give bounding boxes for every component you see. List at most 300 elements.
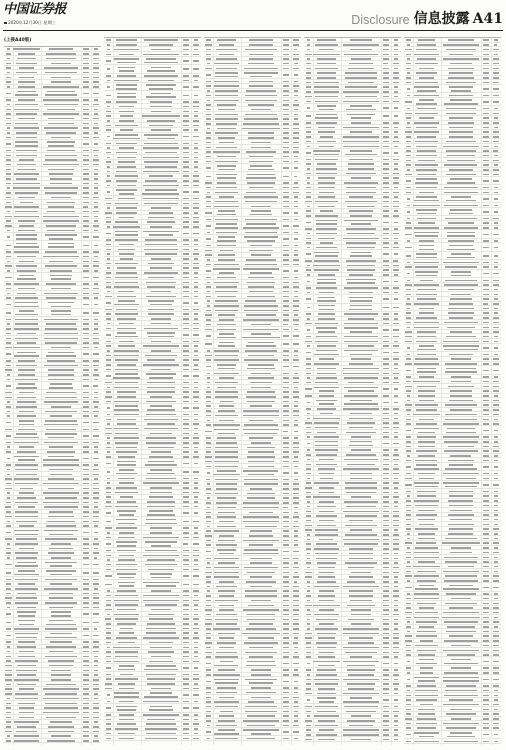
illegible-text bbox=[94, 187, 99, 189]
illegible-text bbox=[13, 48, 39, 50]
illegible-text bbox=[493, 528, 498, 530]
illegible-text bbox=[44, 333, 77, 335]
table-row bbox=[4, 350, 101, 358]
illegible-text bbox=[219, 142, 234, 144]
illegible-text bbox=[145, 244, 176, 246]
illegible-text bbox=[115, 678, 137, 680]
illegible-text bbox=[393, 141, 400, 143]
illegible-text bbox=[383, 341, 389, 343]
illegible-text bbox=[107, 258, 111, 260]
illegible-text bbox=[283, 652, 289, 654]
illegible-text bbox=[106, 302, 111, 304]
illegible-text bbox=[406, 289, 411, 291]
illegible-text bbox=[393, 647, 398, 649]
illegible-text bbox=[93, 607, 99, 609]
illegible-text bbox=[451, 376, 470, 378]
illegible-text bbox=[306, 127, 310, 129]
illegible-text bbox=[306, 688, 310, 690]
illegible-text bbox=[15, 693, 38, 695]
illegible-text bbox=[283, 656, 289, 658]
illegible-text bbox=[294, 738, 297, 740]
illegible-text bbox=[417, 436, 436, 438]
illegible-text bbox=[416, 49, 436, 51]
illegible-text bbox=[44, 424, 79, 426]
illegible-text bbox=[345, 515, 378, 517]
illegible-text bbox=[293, 451, 300, 453]
illegible-text bbox=[294, 81, 299, 83]
illegible-text bbox=[349, 595, 373, 597]
illegible-text bbox=[194, 277, 199, 279]
illegible-text bbox=[349, 637, 372, 639]
illegible-text bbox=[207, 497, 210, 499]
illegible-text bbox=[417, 571, 436, 573]
illegible-text bbox=[194, 80, 197, 82]
illegible-text bbox=[283, 567, 289, 569]
illegible-text bbox=[283, 720, 288, 722]
illegible-text bbox=[293, 461, 299, 463]
illegible-text bbox=[294, 176, 297, 178]
illegible-text bbox=[294, 196, 299, 198]
illegible-text bbox=[107, 267, 111, 269]
illegible-text bbox=[293, 558, 299, 560]
illegible-text bbox=[344, 395, 377, 397]
illegible-text bbox=[245, 201, 277, 203]
illegible-text bbox=[207, 259, 210, 261]
illegible-text bbox=[416, 209, 436, 211]
illegible-text bbox=[348, 163, 373, 165]
illegible-text bbox=[45, 234, 78, 236]
illegible-text bbox=[120, 129, 134, 131]
illegible-text bbox=[294, 206, 298, 208]
illegible-text bbox=[47, 150, 75, 152]
illegible-text bbox=[317, 408, 336, 410]
illegible-text bbox=[307, 609, 310, 611]
illegible-text bbox=[45, 656, 77, 658]
illegible-text bbox=[318, 238, 335, 240]
illegible-text bbox=[44, 588, 78, 590]
illegible-text bbox=[293, 415, 299, 417]
illegible-text bbox=[218, 540, 236, 542]
illegible-text bbox=[383, 642, 388, 644]
illegible-text bbox=[283, 692, 290, 694]
illegible-text bbox=[293, 605, 299, 607]
illegible-text bbox=[193, 54, 198, 56]
illegible-text bbox=[207, 377, 210, 379]
illegible-text bbox=[394, 115, 398, 117]
illegible-text bbox=[283, 128, 288, 130]
illegible-text bbox=[149, 642, 172, 644]
illegible-text bbox=[248, 63, 275, 65]
illegible-text bbox=[351, 572, 371, 574]
illegible-text bbox=[7, 379, 10, 381]
illegible-text bbox=[94, 245, 99, 247]
illegible-text bbox=[243, 470, 278, 472]
illegible-text bbox=[493, 331, 498, 333]
illegible-text bbox=[50, 415, 72, 417]
illegible-text bbox=[493, 704, 499, 706]
illegible-text bbox=[83, 187, 88, 189]
illegible-text bbox=[283, 600, 289, 602]
illegible-text bbox=[193, 688, 200, 690]
illegible-text bbox=[219, 196, 234, 198]
illegible-text bbox=[83, 516, 88, 518]
illegible-text bbox=[7, 607, 11, 609]
illegible-text bbox=[45, 342, 77, 344]
illegible-text bbox=[116, 39, 138, 41]
illegible-text bbox=[151, 590, 172, 592]
illegible-text bbox=[319, 539, 333, 541]
illegible-text bbox=[147, 559, 175, 561]
illegible-text bbox=[183, 318, 189, 320]
illegible-text bbox=[450, 390, 472, 392]
illegible-text bbox=[48, 145, 74, 147]
illegible-text bbox=[448, 240, 475, 242]
illegible-text bbox=[483, 587, 489, 589]
illegible-text bbox=[405, 478, 411, 480]
illegible-text bbox=[83, 717, 89, 719]
illegible-text bbox=[393, 269, 399, 271]
illegible-text bbox=[383, 543, 390, 545]
illegible-text bbox=[94, 532, 97, 534]
illegible-text bbox=[348, 82, 374, 84]
illegible-text bbox=[183, 111, 189, 113]
illegible-text bbox=[494, 626, 497, 628]
table-row bbox=[4, 529, 101, 537]
illegible-text bbox=[416, 341, 437, 343]
illegible-text bbox=[217, 39, 237, 41]
illegible-text bbox=[194, 286, 199, 288]
illegible-text bbox=[115, 221, 139, 223]
illegible-text bbox=[416, 253, 438, 255]
table-row bbox=[404, 195, 501, 203]
illegible-text bbox=[283, 488, 288, 490]
illegible-text bbox=[93, 684, 100, 686]
illegible-text bbox=[383, 127, 390, 129]
illegible-text bbox=[143, 157, 179, 159]
illegible-text bbox=[314, 252, 339, 254]
illegible-text bbox=[306, 173, 311, 175]
illegible-text bbox=[183, 628, 188, 630]
illegible-text bbox=[317, 693, 337, 695]
illegible-text bbox=[444, 580, 477, 582]
illegible-text bbox=[83, 703, 89, 705]
illegible-text bbox=[147, 120, 176, 122]
illegible-text bbox=[245, 219, 277, 221]
illegible-text bbox=[407, 400, 410, 402]
illegible-text bbox=[151, 93, 171, 95]
illegible-text bbox=[346, 228, 375, 230]
illegible-text bbox=[106, 328, 111, 330]
illegible-text bbox=[383, 614, 389, 616]
illegible-text bbox=[247, 572, 275, 574]
illegible-text bbox=[394, 96, 398, 98]
illegible-text bbox=[383, 247, 389, 249]
illegible-text bbox=[250, 245, 271, 247]
illegible-text bbox=[106, 550, 111, 552]
illegible-text bbox=[205, 355, 211, 357]
illegible-text bbox=[483, 491, 489, 493]
illegible-text bbox=[407, 631, 410, 633]
illegible-text bbox=[293, 192, 299, 194]
illegible-text bbox=[294, 540, 299, 542]
illegible-text bbox=[83, 127, 89, 129]
illegible-text bbox=[406, 505, 410, 507]
illegible-text bbox=[183, 407, 189, 409]
illegible-text bbox=[406, 376, 411, 378]
illegible-text bbox=[448, 308, 474, 310]
illegible-text bbox=[217, 364, 237, 366]
illegible-text bbox=[119, 555, 135, 557]
illegible-text bbox=[117, 185, 136, 187]
illegible-text bbox=[6, 525, 11, 527]
illegible-text bbox=[106, 600, 112, 602]
illegible-text bbox=[383, 459, 389, 461]
illegible-text bbox=[20, 488, 34, 490]
illegible-text bbox=[393, 543, 399, 545]
illegible-text bbox=[283, 502, 289, 504]
illegible-text bbox=[144, 62, 179, 64]
illegible-text bbox=[483, 180, 488, 182]
illegible-text bbox=[393, 287, 398, 289]
illegible-text bbox=[347, 720, 376, 722]
illegible-text bbox=[451, 275, 471, 277]
illegible-text bbox=[107, 191, 111, 193]
illegible-text bbox=[494, 255, 499, 257]
illegible-text bbox=[106, 674, 110, 676]
illegible-text bbox=[443, 612, 479, 614]
illegible-text bbox=[283, 576, 290, 578]
illegible-text bbox=[94, 538, 99, 540]
illegible-text bbox=[194, 152, 198, 154]
illegible-text bbox=[305, 739, 311, 741]
illegible-text bbox=[443, 482, 479, 484]
illegible-text bbox=[107, 253, 110, 255]
illegible-text bbox=[350, 478, 372, 480]
illegible-text bbox=[493, 631, 498, 633]
illegible-text bbox=[483, 303, 488, 305]
illegible-text bbox=[83, 137, 89, 139]
illegible-text bbox=[283, 461, 289, 463]
illegible-text bbox=[419, 626, 433, 628]
illegible-text bbox=[406, 222, 411, 224]
illegible-text bbox=[45, 192, 77, 194]
illegible-text bbox=[194, 595, 197, 597]
illegible-text bbox=[19, 688, 34, 690]
illegible-text bbox=[94, 693, 99, 695]
illegible-text bbox=[483, 88, 489, 90]
illegible-text bbox=[217, 245, 235, 247]
illegible-text bbox=[94, 319, 98, 321]
illegible-text bbox=[493, 322, 500, 324]
illegible-text bbox=[315, 215, 339, 217]
illegible-text bbox=[393, 567, 399, 569]
illegible-text bbox=[194, 501, 197, 503]
illegible-text bbox=[345, 562, 377, 564]
illegible-text bbox=[183, 125, 189, 127]
illegible-text bbox=[394, 281, 398, 283]
illegible-text bbox=[314, 436, 340, 438]
illegible-text bbox=[394, 553, 398, 555]
illegible-text bbox=[15, 469, 38, 471]
illegible-text bbox=[383, 358, 390, 360]
illegible-text bbox=[283, 628, 289, 630]
illegible-text bbox=[183, 277, 189, 279]
illegible-text bbox=[144, 143, 177, 145]
illegible-text bbox=[107, 49, 110, 51]
illegible-text bbox=[383, 558, 388, 560]
illegible-text bbox=[416, 723, 437, 725]
illegible-text bbox=[394, 669, 399, 671]
issue-date: 2020年12月30日 星期三 bbox=[8, 20, 56, 25]
illegible-text bbox=[483, 557, 489, 559]
illegible-text bbox=[105, 618, 111, 620]
illegible-text bbox=[394, 388, 398, 390]
illegible-text bbox=[7, 497, 10, 499]
illegible-text bbox=[116, 447, 136, 449]
illegible-text bbox=[244, 310, 277, 312]
illegible-text bbox=[406, 127, 411, 129]
illegible-text bbox=[5, 731, 11, 733]
illegible-text bbox=[106, 101, 110, 103]
illegible-text bbox=[93, 293, 99, 295]
illegible-text bbox=[44, 338, 78, 340]
illegible-text bbox=[394, 49, 397, 51]
illegible-text bbox=[5, 478, 11, 480]
illegible-text bbox=[315, 529, 337, 531]
illegible-text bbox=[106, 95, 111, 97]
table-row bbox=[304, 250, 401, 258]
illegible-text bbox=[206, 516, 211, 518]
illegible-text bbox=[313, 418, 339, 420]
illegible-text bbox=[6, 712, 10, 714]
illegible-text bbox=[417, 136, 437, 138]
illegible-text bbox=[216, 286, 237, 288]
illegible-text bbox=[344, 287, 377, 289]
illegible-text bbox=[193, 590, 200, 592]
illegible-text bbox=[418, 432, 436, 434]
illegible-text bbox=[183, 136, 190, 138]
illegible-text bbox=[283, 507, 288, 509]
illegible-text bbox=[494, 347, 498, 349]
illegible-text bbox=[351, 623, 372, 625]
illegible-text bbox=[206, 628, 210, 630]
illegible-text bbox=[383, 534, 388, 536]
illegible-text bbox=[414, 95, 439, 97]
illegible-text bbox=[116, 44, 136, 46]
illegible-text bbox=[414, 482, 439, 484]
illegible-text bbox=[406, 699, 411, 701]
illegible-text bbox=[144, 249, 179, 251]
illegible-text bbox=[493, 645, 499, 647]
illegible-text bbox=[206, 114, 212, 116]
illegible-text bbox=[393, 525, 400, 527]
illegible-text bbox=[294, 512, 299, 514]
illegible-text bbox=[407, 198, 410, 200]
illegible-text bbox=[115, 656, 138, 658]
illegible-text bbox=[193, 391, 200, 393]
illegible-text bbox=[248, 286, 274, 288]
illegible-text bbox=[93, 277, 98, 279]
illegible-text bbox=[144, 203, 178, 205]
illegible-text bbox=[314, 586, 338, 588]
illegible-text bbox=[17, 674, 36, 676]
illegible-text bbox=[113, 138, 139, 140]
illegible-text bbox=[250, 562, 271, 564]
illegible-text bbox=[248, 277, 274, 279]
illegible-text bbox=[294, 355, 298, 357]
illegible-text bbox=[47, 360, 75, 362]
illegible-text bbox=[183, 537, 190, 539]
illegible-text bbox=[105, 396, 111, 398]
illegible-text bbox=[444, 557, 478, 559]
illegible-text bbox=[146, 414, 177, 416]
illegible-text bbox=[105, 309, 111, 311]
illegible-text bbox=[118, 345, 135, 347]
illegible-text bbox=[51, 63, 70, 65]
illegible-text bbox=[194, 161, 199, 163]
illegible-text bbox=[206, 479, 210, 481]
illegible-text bbox=[19, 712, 34, 714]
illegible-text bbox=[283, 232, 289, 234]
illegible-text bbox=[83, 164, 89, 166]
illegible-text bbox=[347, 683, 375, 685]
table-row bbox=[304, 112, 401, 120]
illegible-text bbox=[214, 530, 240, 532]
illegible-text bbox=[348, 619, 374, 621]
illegible-text bbox=[416, 275, 437, 277]
illegible-text bbox=[183, 614, 189, 616]
illegible-text bbox=[207, 232, 211, 234]
illegible-text bbox=[449, 213, 472, 215]
illegible-text bbox=[415, 182, 438, 184]
illegible-text bbox=[406, 603, 412, 605]
illegible-text bbox=[305, 341, 311, 343]
illegible-text bbox=[7, 230, 10, 232]
illegible-text bbox=[118, 733, 134, 735]
illegible-text bbox=[16, 365, 37, 367]
illegible-text bbox=[283, 551, 288, 553]
illegible-text bbox=[283, 305, 290, 307]
illegible-text bbox=[394, 720, 398, 722]
illegible-text bbox=[116, 541, 137, 543]
illegible-text bbox=[450, 552, 471, 554]
illegible-text bbox=[18, 86, 34, 88]
illegible-text bbox=[7, 698, 11, 700]
illegible-text bbox=[143, 555, 178, 557]
illegible-text bbox=[215, 456, 238, 458]
table-row bbox=[204, 332, 301, 340]
illegible-text bbox=[246, 396, 277, 398]
illegible-text bbox=[248, 169, 275, 171]
illegible-text bbox=[316, 515, 337, 517]
illegible-text bbox=[183, 492, 188, 494]
illegible-text bbox=[419, 240, 433, 242]
illegible-text bbox=[293, 656, 298, 658]
illegible-text bbox=[194, 428, 198, 430]
illegible-text bbox=[93, 688, 99, 690]
illegible-text bbox=[106, 447, 111, 449]
illegible-text bbox=[215, 466, 239, 468]
illegible-text bbox=[45, 159, 77, 161]
illegible-text bbox=[105, 688, 111, 690]
illegible-text bbox=[350, 400, 373, 402]
illegible-text bbox=[493, 63, 498, 65]
illegible-text bbox=[16, 521, 37, 523]
illegible-text bbox=[494, 734, 499, 736]
illegible-text bbox=[145, 166, 177, 168]
illegible-text bbox=[317, 345, 335, 347]
illegible-text bbox=[193, 180, 199, 182]
